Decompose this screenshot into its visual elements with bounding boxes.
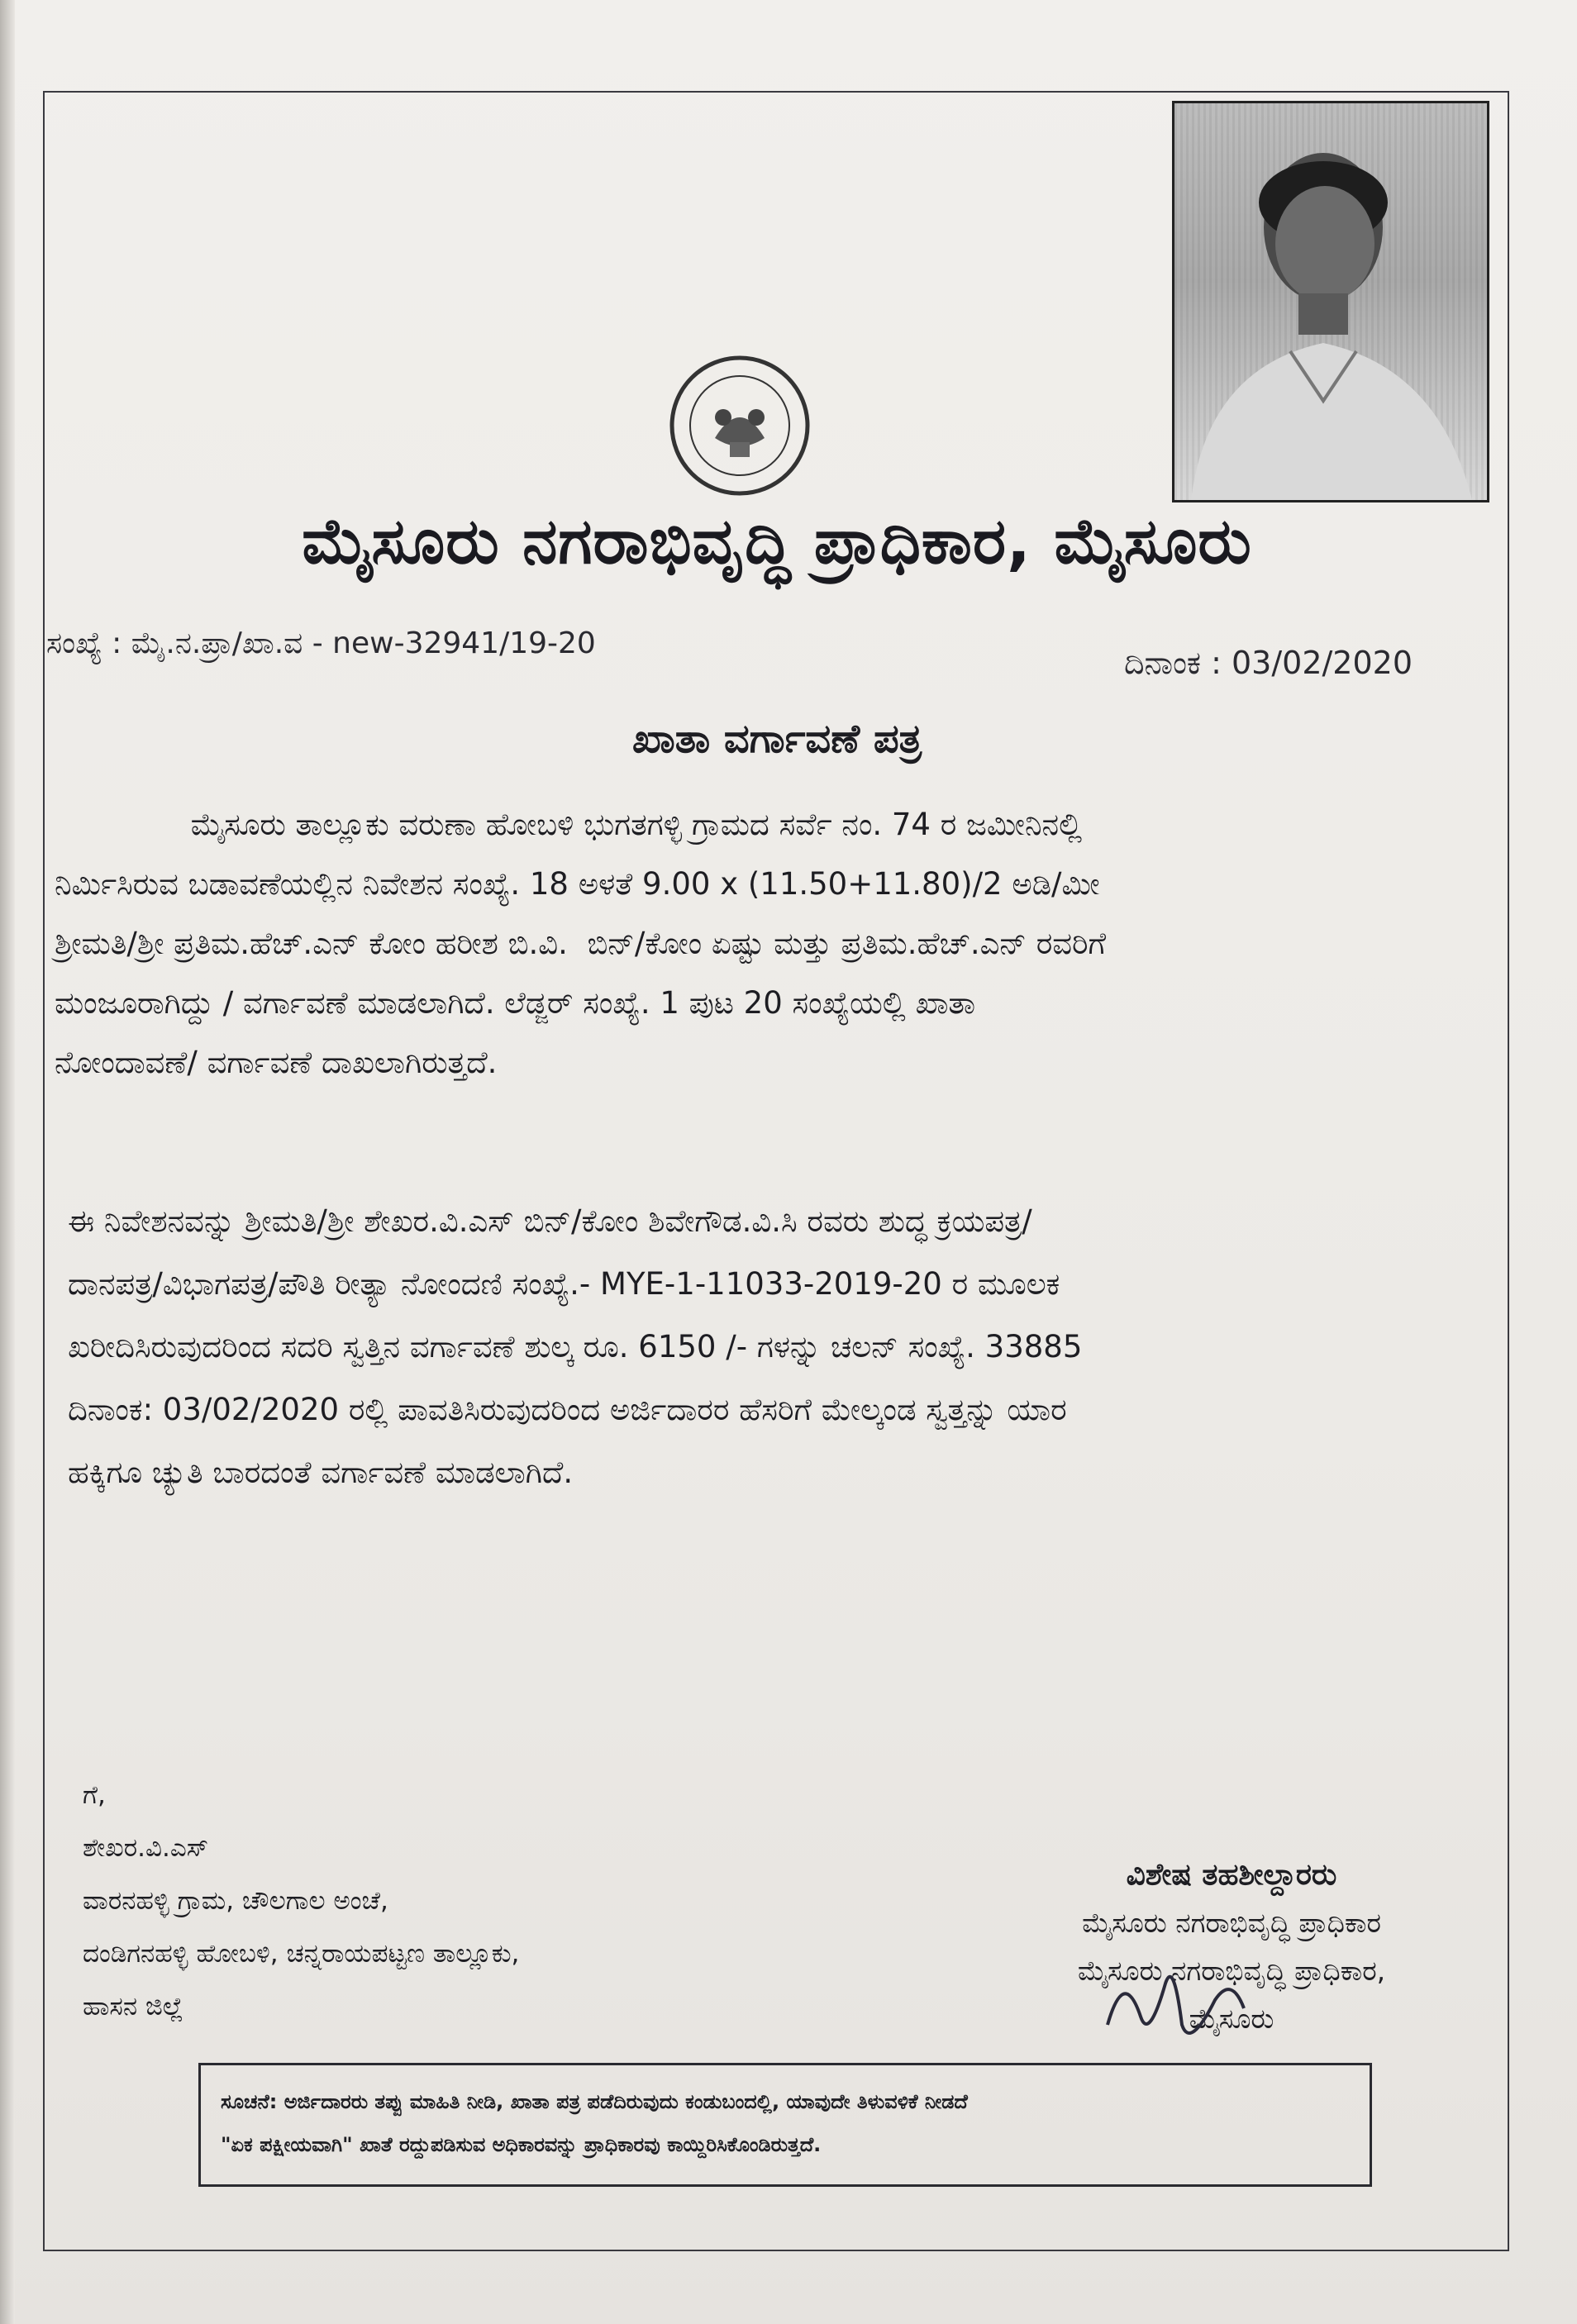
paragraph-line: ಹಕ್ಕಿಗೂ ಚ್ಯುತಿ ಬಾರದಂತೆ ವರ್ಗಾವಣೆ ಮಾಡಲಾಗಿದೆ. (68, 1455, 574, 1490)
page-edge-shadow (0, 0, 15, 2324)
authority-seal-icon (665, 347, 814, 504)
address-line: ದಂಡಿಗನಹಳ್ಳಿ ಹೋಬಳಿ, ಚನ್ನರಾಯಪಟ್ಟಣ ತಾಲ್ಲೂಕು, (83, 1939, 520, 1969)
document-heading: ಖಾತಾ ವರ್ಗಾವಣೆ ಪತ್ರ (631, 716, 922, 762)
signatory-line: ಮೈಸೂರು ನಗರಾಭಿವೃದ್ಧಿ ಪ್ರಾಧಿಕಾರ, (1077, 1955, 1386, 1987)
paragraph-line: ಮೈಸೂರು ತಾಲ್ಲೂಕು ವರುಣಾ ಹೋಬಳಿ ಭುಗತಗಳ್ಳಿ ಗ್ರಾಮದ ಸರ್ವೆ ನಂ. 74 ರ ಜಮೀನಿನಲ್ಲಿ (55, 807, 1083, 842)
notice-line: ಸೂಚನೆ: ಅರ್ಜಿದಾರರು ತಪ್ಪು ಮಾಹಿತಿ ನೀಡಿ, ಖಾತಾ ಪತ್ರ ಪಡೆದಿರುವುದು ಕಂಡುಬಂದಲ್ಲಿ, ಯಾವುದೇ ತಿಳುವಳಿಕೆ ನೀಡದೆ (221, 2090, 968, 2113)
applicant-photo (1172, 101, 1489, 502)
paragraph-line: ದಿನಾಂಕ: 03/02/2020 ರಲ್ಲಿ ಪಾವತಿಸಿರುವುದರಿಂದ ಅರ್ಜಿದಾರರ ಹೆಸರಿಗೆ ಮೇಲ್ಕಂಡ ಸ್ವತ್ತನ್ನು ಯಾರ (68, 1392, 1067, 1427)
notice-box (198, 2063, 1372, 2187)
paragraph-line: ಮಂಜೂರಾಗಿದ್ದು / ವರ್ಗಾವಣೆ ಮಾಡಲಾಗಿದೆ. ಲೆಡ್ಜರ್ ಸಂಖ್ಯೆ. 1 ಪುಟ 20 ಸಂಖ್ಯೆಯಲ್ಲಿ ಖಾತಾ (55, 985, 976, 1021)
paragraph-line: ದಾನಪತ್ರ/ವಿಭಾಗಪತ್ರ/ಪೌತಿ ರೀತ್ಯಾ ನೋಂದಣಿ ಸಂಖ್ಯೆ.- MYE-1-11033-2019-20 ರ ಮೂಲಕ (68, 1266, 1060, 1302)
paragraph-line: ನೋಂದಾವಣೆ/ ವರ್ಗಾವಣೆ ದಾಖಲಾಗಿರುತ್ತದೆ. (55, 1045, 498, 1080)
address-line: ಶೇಖರ.ವಿ.ಎಸ್ (83, 1833, 209, 1863)
signatory-role: ವಿಶೇಷ ತಹಶೀಲ್ದಾರರು (1126, 1858, 1337, 1892)
paragraph-transfer (68, 1190, 1506, 1504)
address-line: ವಾರನಹಳ್ಳಿ ಗ್ರಾಮ, ಚೌಲಗಾಲ ಅಂಚೆ, (83, 1886, 388, 1916)
address-line: ಹಾಸನ ಜಿಲ್ಲೆ (83, 1992, 183, 2022)
recipient-address (83, 1769, 519, 2033)
paragraph-line: ಶ್ರೀಮತಿ/ಶ್ರೀ ಪ್ರತಿಮ.ಹೆಚ್.ಎನ್ ಕೋಂ ಹರೀಶ ಬಿ.ವಿ. ಬಿನ್/ಕೋಂ ಏಷ್ಟು ಮತ್ತು ಪ್ರತಿಮ.ಹೆಚ್.ಎನ್ ರವರಿಗೆ (55, 926, 1107, 961)
issue-date: ದಿನಾಂಕ : 03/02/2020 (1124, 645, 1413, 681)
notice-line: "ಏಕ ಪಕ್ಷೀಯವಾಗಿ" ಖಾತೆ ರದ್ದುಪಡಿಸುವ ಅಧಿಕಾರವನ್ನು ಪ್ರಾಧಿಕಾರವು ಕಾಯ್ದಿರಿಸಿಕೊಂಡಿರುತ್ತದೆ. (221, 2133, 822, 2156)
handwritten-signature-icon (1091, 1950, 1256, 2058)
paragraph-line: ಈ ನಿವೇಶನವನ್ನು ಶ್ರೀಮತಿ/ಶ್ರೀ ಶೇಖರ.ವಿ.ಎಸ್ ಬಿನ್/ಕೋಂ ಶಿವೇಗೌಡ.ವಿ.ಸಿ ರವರು ಶುದ್ಧ ಕ್ರಯಪತ್ರ/ (68, 1203, 1032, 1239)
paragraph-line: ನಿರ್ಮಿಸಿರುವ ಬಡಾವಣೆಯಲ್ಲಿನ ನಿವೇಶನ ಸಂಖ್ಯೆ. 18 ಅಳತೆ 9.00 x (11.50+11.80)/2 ಅಡಿ/ಮೀ (55, 866, 1100, 902)
authority-title: ಮೈಸೂರು ನಗರಾಭಿವೃದ್ಧಿ ಪ್ರಾಧಿಕಾರ, ಮೈಸೂರು (302, 504, 1252, 578)
reference-number: ಸಂಖ್ಯೆ : ಮೈ.ನ.ಪ್ರಾ/ಖಾ.ವ - new-32941/19-20 (46, 626, 596, 660)
paragraph-line: ಖರೀದಿಸಿರುವುದರಿಂದ ಸದರಿ ಸ್ವತ್ತಿನ ವರ್ಗಾವಣೆ ಶುಲ್ಕ ರೂ. 6150 /- ಗಳನ್ನು ಚಲನ್ ಸಂಖ್ಯೆ. 33885 (68, 1329, 1083, 1364)
signatory-line: ಮೈಸೂರು (1189, 2003, 1274, 2035)
paragraph-allotment (55, 795, 1493, 1093)
signatory-line: ಮೈಸೂರು ನಗರಾಭಿವೃದ್ಧಿ ಪ್ರಾಧಿಕಾರ (1082, 1907, 1381, 1939)
address-line: ಗೆ, (83, 1780, 106, 1810)
